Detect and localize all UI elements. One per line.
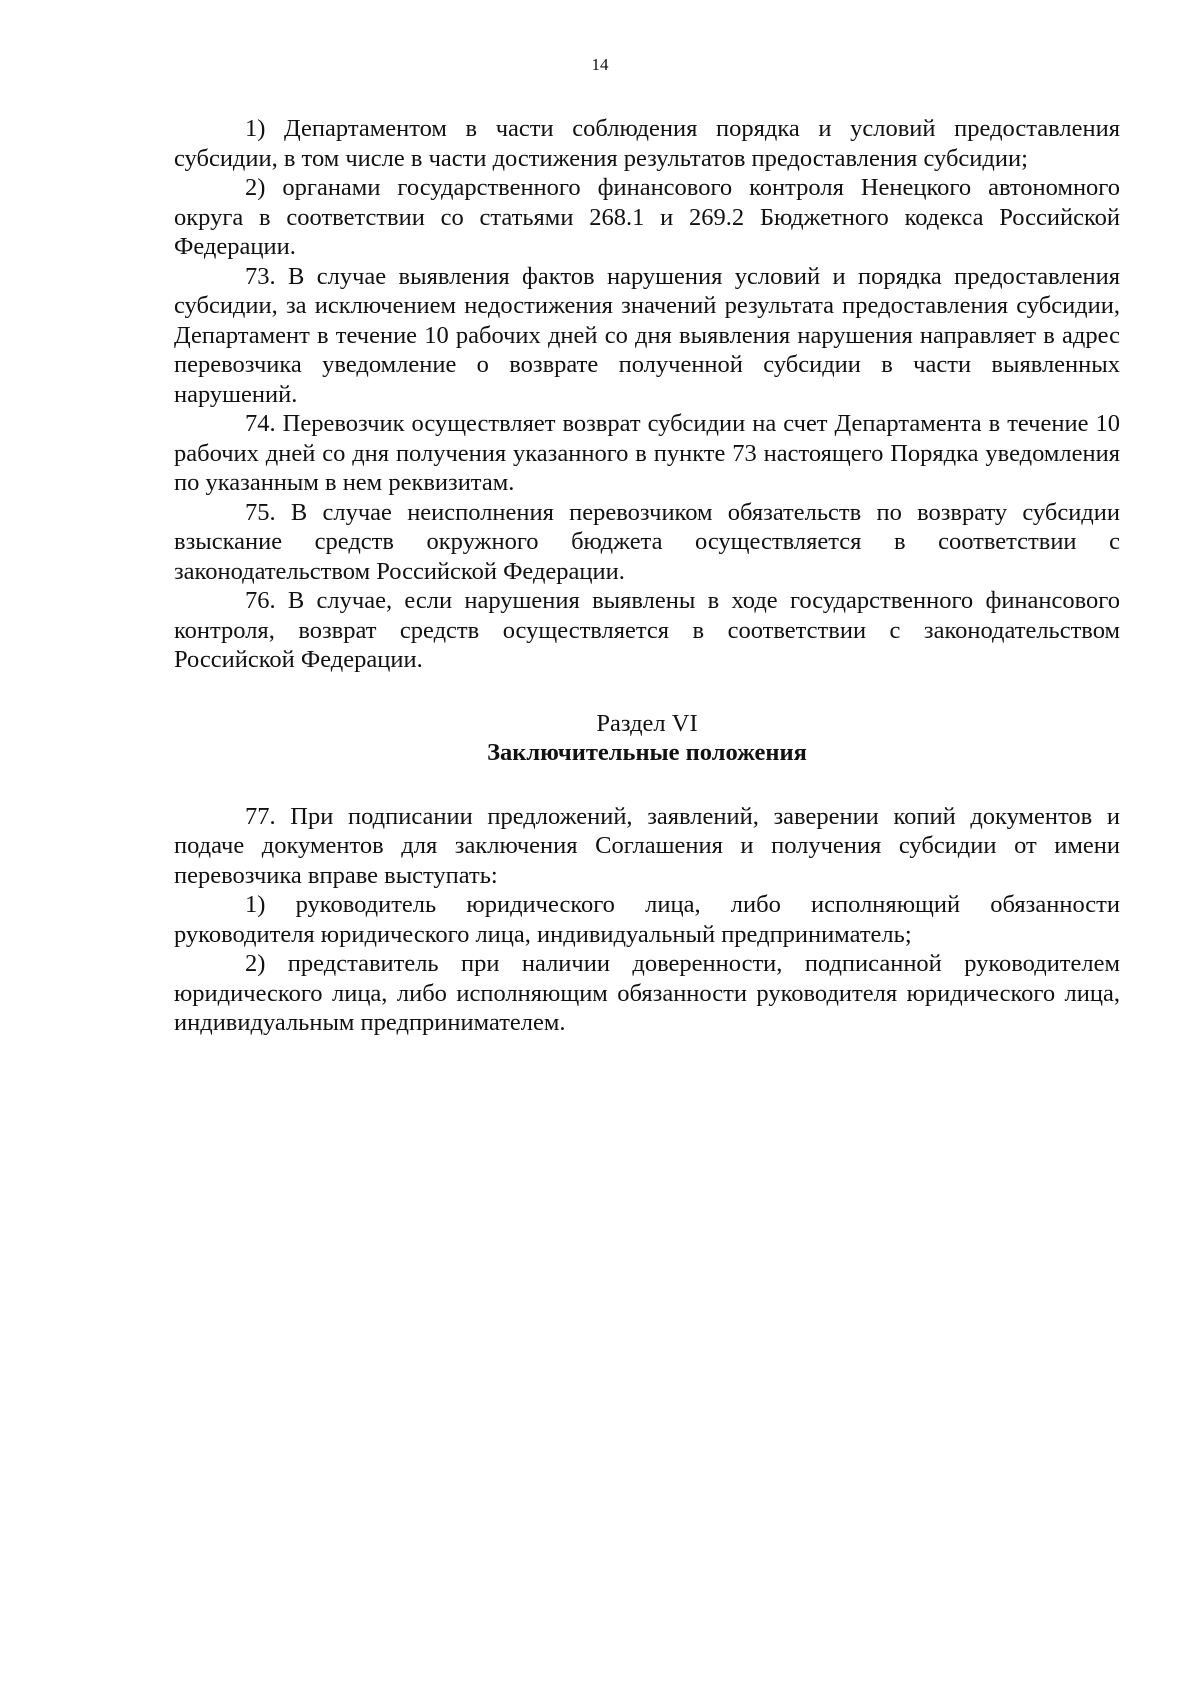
section-title: Заключительные положения	[487, 739, 807, 766]
paragraph-73: 73. В случае выявления фактов нарушения условий и порядка предоставления субсидии, за исключением недостижения значений результата предоставления субсидии, Департамент в течение 10 рабочих дней со дня выявления нарушения направляет в адрес перевозчика уведомление о возврате полученной субсидии в части выявленных нарушений.	[174, 262, 1120, 408]
paragraph-74: 74. Перевозчик осуществляет возврат субсидии на счет Департамента в течение 10 рабочих дней со дня получения указанного в пункте 73 настоящего Порядка уведомления по указанным в нем реквизитам.	[174, 410, 1120, 496]
section-label: Раздел VI	[596, 709, 698, 737]
paragraph-75: 75. В случае неисполнения перевозчиком обязательств по возврату субсидии взыскание средств окружного бюджета осуществляется в соответствии с законодательством Российской Федерации.	[174, 498, 1120, 585]
page-number: 14	[591, 55, 609, 74]
paragraph-77: 77. При подписании предложений, заявлений, заверении копий документов и подаче документов для заключения Соглашения и получения субсидии от имени перевозчика вправе выступать:	[174, 802, 1120, 889]
document-body	[174, 114, 1120, 1038]
section-heading	[174, 709, 1120, 768]
paragraph-77-item-1: 1) руководитель юридического лица, либо исполняющий обязанности руководителя юридического лица, индивидуальный предприниматель;	[174, 891, 1120, 948]
paragraph-item-2: 2) органами государственного финансового контроля Ненецкого автономного округа в соответствии со статьями 268.1 и 269.2 Бюджетного кодекса Российской Федерации.	[174, 174, 1120, 260]
paragraph-76: 76. В случае, если нарушения выявлены в ходе государственного финансового контроля, возврат средств осуществляется в соответствии с законодательством Российской Федерации.	[174, 587, 1120, 673]
paragraph-item-1: 1) Департаментом в части соблюдения порядка и условий предоставления субсидии, в том числе в части достижения результатов предоставления субсидии;	[174, 115, 1120, 172]
paragraph-77-item-2: 2) представитель при наличии доверенности, подписанной руководителем юридического лица, либо исполняющим обязанности руководителя юридического лица, индивидуальным предпринимателем.	[174, 950, 1120, 1036]
